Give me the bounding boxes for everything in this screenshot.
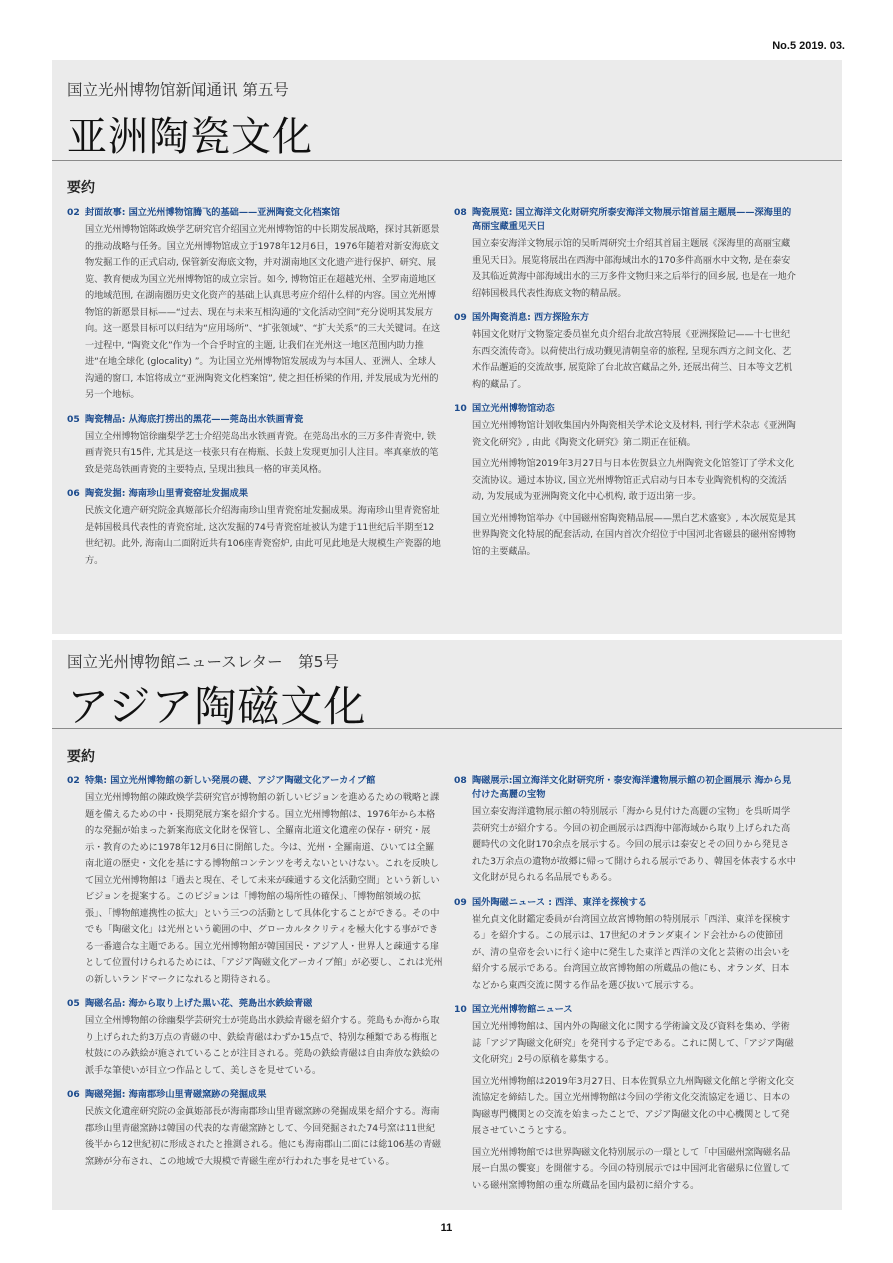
summary-item-page: 05 (67, 413, 80, 425)
summary-item-page: 02 (67, 207, 80, 218)
summary-item-title: 陶磁展示:国立海洋文化財研究所・泰安海洋遺物展示館の初企画展示 海から見付けた高麗の宝物 (472, 775, 792, 800)
summary-item-title: 封面故事: 国立光州博物馆腾飞的基础——亚洲陶瓷文化档案馆 (85, 207, 340, 218)
japanese-summary-label: 要約 (67, 749, 95, 765)
summary-item-heading (454, 896, 798, 910)
summary-item-text: 民族文化遗产研究院金真姬部长介绍海南珍山里青瓷窑址发掘成果。海南珍山里青瓷窑址是韩国极具代表性的青瓷窑址, 这次发掘的74号青瓷窑址被认为建于11世纪后半期至12世纪初。此外, 海南山二面附近共有106座青瓷窑炉, 由此可见此地是大规模生产瓷器的地方。 (85, 505, 441, 566)
summary-item-text: 国立光州博物馆2019年3月27日与日本佐贺县立九州陶瓷文化馆签订了学术文化交流协议。通过本协议, 国立光州博物馆正式启动与日本专业陶瓷机构的交流活动, 为发展成为亚洲陶瓷文化中心机构, 敢于迈出第一步。 (472, 458, 794, 502)
summary-item-page: 08 (454, 207, 467, 218)
summary-item (454, 402, 798, 560)
summary-item-page: 08 (454, 775, 467, 786)
summary-item-heading (67, 487, 443, 501)
summary-item-page: 06 (67, 488, 80, 499)
summary-item-text: 国立光州博物館では世界陶磁文化特別展示の一環として「中国磁州窯陶磁名品展ー白黒の饗宴」を開催する。今回の特別展示では中国河北省磁県に位置している磁州窯博物館の重な所蔵品を国内最初に紹介する。 (472, 1146, 791, 1191)
summary-item (67, 1088, 443, 1170)
japanese-title: アジア陶磁文化 (67, 682, 367, 731)
summary-item-heading (67, 206, 443, 220)
summary-item-text: 民族文化遺産研究院の金眞姫部長が海南郡珍山里青磁窯跡の発掘成果を紹介する。海南郡珍山里青磁窯跡は韓国の代表的な青磁窯跡として、今回発掘された74号窯は11世紀後半から12世紀初に形成されたと推測される。他にも海南郡山二面には総106基の青磁窯跡が分布され、この地域で大規模で青磁生産が行われた事を見せている。 (85, 1106, 441, 1167)
summary-item-title: 国立光州博物馆动态 (472, 403, 555, 414)
summary-item-page: 09 (454, 312, 467, 323)
summary-item (67, 206, 443, 404)
summary-item-text: 崔允貞文化財鑑定委員が台湾国立故宮博物館の特別展示「西洋、東洋を探検する」を紹介する。この展示は、17世紀のオランダ東インド会社からの使節団が、清の皇帝を会いに行く途中に発生した東洋と西洋の文化と芸術の出会いを紹介する展示である。台湾国立故宮博物館の所蔵品の他にも、オランダ、日本などから東西交流に関する作品を選び抜いて展示する。 (472, 913, 791, 991)
summary-item (454, 896, 798, 995)
summary-item-heading (454, 1003, 798, 1017)
summary-item-text: 国立光州博物馆举办《中国磁州窑陶瓷精品展——黑白艺术盛宴》, 本次展览是其世界陶瓷文化特展的配套活动, 在国内首次介绍位于中国河北省磁县的磁州窑博物馆的主要藏品。 (472, 512, 796, 557)
japanese-newsletter-panel (52, 640, 842, 1210)
chinese-newsletter-panel (52, 60, 842, 634)
chinese-header (52, 60, 842, 161)
summary-item-heading (454, 774, 798, 802)
summary-item-page: 02 (67, 775, 80, 786)
summary-item-heading (67, 997, 443, 1011)
summary-item (67, 413, 443, 479)
summary-item-text: 国立光州博物館は2019年3月27日、日本佐賀県立九州陶磁文化館と学術文化交流協定を締結した。国立光州博物館は今回の学術文化交流協定を通じ、日本の陶磁専門機関との交流を始まったことで、アジア陶磁文化の中心機関として発展させていこうとする。 (472, 1075, 794, 1136)
summary-item (67, 774, 443, 988)
summary-item-text: 韩国文化财厅文物鉴定委员崔允贞介绍台北故宫特展《亚洲探险记——十七世纪东西交流传奇》。以荷使出行成功觐见清朝皇帝的旅程, 呈现东西方之间文化、艺术作品邂逅的交流故事, 展览除了台北故宫藏品之外, 还展出荷兰、日本等文艺机构的藏品了。 (472, 329, 793, 390)
summary-item-title: 陶瓷精品: 从海底打捞出的黑花——莞岛出水铁画青瓷 (85, 413, 304, 425)
summary-item (67, 487, 443, 569)
chinese-summary-label: 要约 (67, 180, 95, 196)
summary-item-text: 国立全州博物馆徐幽梨学艺士介绍莞岛出水铁画青瓷。在莞岛出水的三万多件青瓷中, 铁画青瓷只有15件, 尤其是这一枝张只有在梅瓶、长鼓上发现更加引人注目。率真豪放的笔致是莞岛铁画青瓷的主要特点, 呈现出独具一格的审美风格。 (85, 430, 439, 475)
summary-item-page: 06 (67, 1089, 80, 1100)
summary-item-text: 国立光州博物館は、国内外の陶磁文化に関する学術論文及び資料を集め、学術誌「アジア陶磁文化研究」を発刊する予定である。これに関して、「アジア陶磁文化研究」2号の原稿を募集する。 (472, 1021, 794, 1065)
summary-item-heading (454, 206, 798, 234)
summary-item-title: 陶磁発掘: 海南郡珍山里青磁窯跡の発掘成果 (85, 1089, 267, 1100)
chinese-title: 亚洲陶瓷文化 (67, 114, 313, 160)
summary-item-title: 国外陶磁ニュース : 西洋、東洋を探検する (472, 896, 647, 908)
japanese-subtitle: 国立光州博物館ニュースレター 第5号 (67, 653, 339, 671)
summary-item-title: 国立光州博物館ニュース (472, 1004, 573, 1015)
summary-item (454, 774, 798, 887)
summary-item-text: 国立光州博物館の陳政煥学芸研究官が博物館の新しいビジョンを進めるための戦略と課題を備えるための中・長期発展方案を紹介する。国立光州博物館は、1976年から本格的な発掘が始まった新案海底文化財を保管し、全羅南北道文化遺産の保存・研究・展示・教育のために1978年12月6日に開館した。今は、光州・全羅南道、ひいては全羅南北道の歴史・文化を基にする博物館コンテンツを考えないといけない。これを反映して国立光州博物館は「過去と現在、そして未来が疎通する文化活動空間」という新しいビジョンを提案する。このビジョンは「博物館の場所性の確保」、「博物館領域の拡張」、「博物館連携性の拡大」という三つの活動として具体化することができる。その中でも「陶磁文化」は光州という範囲の中、グローカルタクリティを極大化する事ができる一番適合な主題である。国立光州博物館が韓国国民・アジア人・世界人と疎通する扉として位置付けられるためには、「アジア陶磁文化アーカイブ館」が必要し、これは光州の新しいランドマークになれると期待される。 (85, 792, 443, 985)
summary-item-text: 国立光州博物馆陈政焕学艺研究官介绍国立光州博物馆的中长期发展战略，探讨其新愿景的推动战略与任务。国立光州博物馆成立于1978年12月6日，1976年随着对新安海底文物发掘工作的正式启动, 保管新安海底文物，并对湖南地区文化遗产进行保护、研究、展览、教育便成为国立光州博物馆的成立宗旨。如今, 博物馆正在超越光州、全罗南道地区的地域范围, 在湖南圈历史文化资产的基础上认真思考应介绍什么样的内容。国立光州博物馆的新愿景目标——“过去、现在与未来互相沟通的'文化活动空间”充分说明其发展方向。这一愿景目标可以归结为“应用场所”、“扩张领域”、“扩大关系”的三大关键词。在这一过程中, “陶瓷文化”作为一个合乎时宜的主题, 让我们在光州这一地区范围内助力推进“在地全球化 (glocality) ”。为让国立光州博物馆发展成为与本国人、亚洲人、全球人沟通的窗口, 本馆将成立“亚洲陶瓷文化档案馆”, 使之担任桥梁的作用, 并发展成为光州的另一个地标。 (85, 224, 441, 400)
summary-item-heading (67, 1088, 443, 1102)
summary-item-title: 国外陶瓷消息: 西方探险东方 (472, 312, 590, 323)
chinese-right-column (454, 206, 798, 569)
summary-item (454, 1003, 798, 1194)
japanese-right-column (454, 774, 798, 1203)
summary-item-heading (67, 774, 443, 788)
summary-item-heading (454, 402, 798, 416)
summary-item-title: 陶磁名品: 海から取り上げた黒い花、莞島出水鉄絵青磁 (85, 998, 313, 1009)
japanese-left-column (67, 774, 443, 1179)
summary-item-page: 10 (454, 1004, 467, 1015)
summary-item-page: 09 (454, 896, 467, 908)
summary-item-page: 10 (454, 403, 467, 414)
summary-item-text: 国立泰安海洋文物展示馆的吴昕周研究士介绍其首届主题展《深海里的高丽宝藏重见天日》。展览将展出在西海中部海域出水的170多件高丽水中文物, 是在泰安及其临近黄海中部海域出水的三万多件文物归来之后举行的回乡展, 也是在一地介绍韩国极具代表性海底文物的精品展。 (472, 238, 796, 299)
summary-item-heading (454, 311, 798, 325)
summary-item-text: 国立泰安海洋遺物展示館の特別展示「海から見付けた高麗の宝物」を呉昕周学芸研究士が紹介する。今回の初企画展示は西海中部海域から取り上げられた高麗時代の文化財170余点を展示する。今回の展示は泰安とその回りから発見された3万余点の遺物が故郷に帰って開けられる展示であり、韓国を体表する水中文化財が見られる名品展でもある。 (472, 806, 796, 883)
issue-label: No.5 2019. 03. (772, 40, 845, 52)
summary-item-text: 国立全州博物館の徐幽梨学芸研究士が莞島出水鉄絵青磁を紹介する。莞島もか海から取り上げられた約3万点の青磁の中、鉄絵青磁はわずか15点で、特別な種類である梅瓶と杖鼓にのみ鉄絵が施されていることが注目される。莞島の鉄絵青磁は自由奔放な鉄絵の派手な筆使いが目立つ作品として、美しさを見せている。 (85, 1015, 440, 1076)
japanese-header (52, 640, 842, 729)
chinese-subtitle: 国立光州博物馆新闻通讯 第五号 (67, 81, 289, 99)
summary-item-heading (67, 413, 443, 427)
summary-item (454, 311, 798, 393)
summary-item-title: 陶瓷发掘: 海南珍山里青瓷窑址发掘成果 (85, 488, 249, 499)
summary-item (454, 206, 798, 302)
chinese-left-column (67, 206, 443, 578)
page-number: 11 (440, 1222, 453, 1234)
summary-item-title: 特集: 国立光州博物館の新しい発展の礎、アジア陶磁文化アーカイブ館 (85, 775, 376, 786)
summary-item-text: 国立光州博物馆计划收集国内外陶瓷相关学术论文及材料, 刊行学术杂志《亚洲陶瓷文化研究》, 由此《陶瓷文化研究》第二期正在征稿。 (472, 420, 796, 448)
summary-item-title: 陶瓷展览: 国立海洋文化财研究所泰安海洋文物展示馆首届主题展——深海里的高丽宝藏重见天日 (472, 207, 792, 232)
summary-item (67, 997, 443, 1079)
summary-item-page: 05 (67, 998, 80, 1009)
